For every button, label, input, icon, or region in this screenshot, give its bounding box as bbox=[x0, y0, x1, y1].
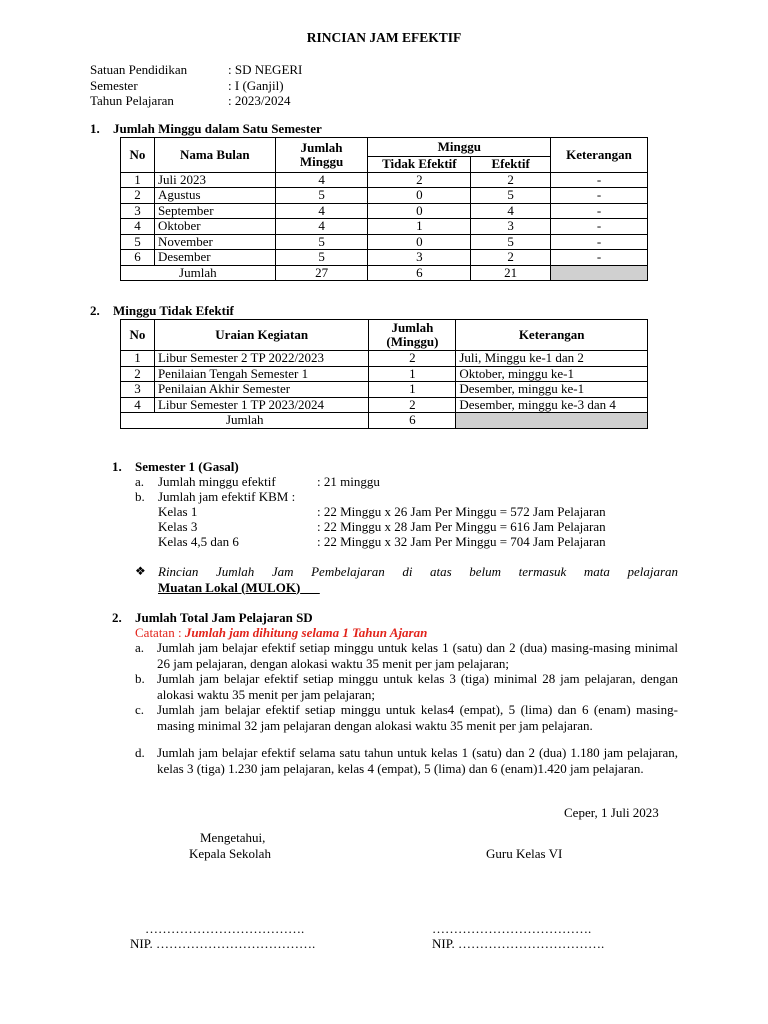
kepala-sekolah-label: Kepala Sekolah bbox=[189, 846, 271, 861]
note-bold: Muatan Lokal (MULOK) bbox=[158, 579, 301, 595]
cell-no: 2 bbox=[121, 366, 155, 382]
total-row bbox=[121, 413, 648, 429]
col-header-tidak-efektif: Tidak Efektif bbox=[368, 157, 471, 173]
kelas-row bbox=[158, 519, 606, 535]
nip-left: NIP. ………………………………. bbox=[130, 936, 316, 951]
table-row bbox=[121, 351, 648, 367]
section-number: 1. bbox=[112, 459, 122, 474]
list-marker: a. bbox=[135, 640, 145, 655]
kelas-value: : 22 Minggu x 26 Jam Per Minggu = 572 Jam Pelajaran bbox=[317, 504, 606, 519]
kelas-row bbox=[158, 504, 606, 520]
nip-right: NIP. ……………………………. bbox=[432, 936, 605, 951]
cell-no: 2 bbox=[121, 188, 155, 204]
cell-tidak: 0 bbox=[368, 203, 471, 219]
shaded-cell bbox=[456, 413, 648, 429]
item-label: Jumlah minggu efektif bbox=[158, 474, 276, 489]
col-header-keterangan: Keterangan bbox=[551, 138, 648, 173]
cell-bulan: Agustus bbox=[154, 188, 275, 204]
cell-ket: - bbox=[551, 203, 648, 219]
kelas-label: Kelas 3 bbox=[158, 519, 198, 534]
col-header-keterangan: Keterangan bbox=[456, 320, 648, 351]
shaded-cell bbox=[551, 265, 648, 281]
cell-bulan: Oktober bbox=[154, 219, 275, 235]
table-row bbox=[121, 188, 648, 204]
info-label: Satuan Pendidikan bbox=[90, 62, 188, 77]
col-header-uraian: Uraian Kegiatan bbox=[154, 320, 369, 351]
section-title: Semester 1 (Gasal) bbox=[135, 459, 239, 474]
mengetahui-label: Mengetahui, bbox=[200, 830, 266, 845]
cell-no: 4 bbox=[121, 397, 155, 413]
list-marker: b. bbox=[135, 489, 145, 504]
cell-no: 3 bbox=[121, 382, 155, 398]
total-row bbox=[121, 265, 648, 281]
table-row bbox=[121, 234, 648, 250]
section-number: 2. bbox=[90, 303, 100, 318]
total-label: Jumlah bbox=[121, 265, 276, 281]
note-text bbox=[158, 564, 678, 595]
section-title: Minggu Tidak Efektif bbox=[113, 303, 234, 318]
info-label: Tahun Pelajaran bbox=[90, 93, 174, 108]
item-text: Jumlah jam belajar efektif setiap minggu untuk kelas4 (empat), 5 (lima) dan 6 (enam) masing-masing minimal 32 jam pelajaran dengan alokasi waktu 35 menit per jam pelajaran. bbox=[157, 702, 678, 733]
col-header-efektif: Efektif bbox=[471, 157, 551, 173]
mulok-note bbox=[135, 564, 678, 595]
kelas-value: : 22 Minggu x 32 Jam Per Minggu = 704 Jam Pelajaran bbox=[317, 534, 606, 549]
total-tidak: 6 bbox=[368, 265, 471, 281]
table-row bbox=[121, 250, 648, 266]
item-text: Jumlah jam belajar efektif setiap minggu untuk kelas 1 (satu) dan 2 (dua) masing-masing minimal 26 jam pelajaran, dengan alokasi waktu 35 menit per jam pelajaran; bbox=[157, 640, 678, 671]
cell-ket: - bbox=[551, 234, 648, 250]
cell-no: 4 bbox=[121, 219, 155, 235]
cell-no: 5 bbox=[121, 234, 155, 250]
list-item bbox=[135, 745, 678, 776]
section-title: Jumlah Total Jam Pelajaran SD bbox=[135, 610, 313, 625]
total-jumlah: 6 bbox=[369, 413, 456, 429]
table-row bbox=[121, 203, 648, 219]
section-number: 2. bbox=[112, 610, 122, 625]
cell-ket: - bbox=[551, 250, 648, 266]
cell-bulan: November bbox=[154, 234, 275, 250]
info-value: : I (Ganjil) bbox=[228, 77, 284, 93]
guru-kelas-label: Guru Kelas VI bbox=[486, 846, 563, 861]
list-item bbox=[135, 640, 678, 671]
list-item bbox=[135, 702, 678, 733]
cell-tidak: 0 bbox=[368, 188, 471, 204]
cell-efektif: 4 bbox=[471, 203, 551, 219]
diamond-bullet-icon: ❖ bbox=[135, 564, 146, 578]
cell-bulan: September bbox=[154, 203, 275, 219]
item-value: : 21 minggu bbox=[317, 474, 380, 489]
catatan-text: Jumlah jam dihitung selama 1 Tahun Ajaran bbox=[184, 625, 428, 640]
cell-ket: - bbox=[551, 172, 648, 188]
cell-tidak: 0 bbox=[368, 234, 471, 250]
cell-tidak: 1 bbox=[368, 219, 471, 235]
non-effective-weeks-table bbox=[120, 319, 648, 429]
signature-line-left: ………………………………. bbox=[145, 921, 305, 936]
col-header-jumlah: Jumlah Minggu bbox=[275, 138, 368, 173]
cell-efektif: 5 bbox=[471, 234, 551, 250]
cell-jumlah: 2 bbox=[369, 397, 456, 413]
cell-uraian: Penilaian Akhir Semester bbox=[154, 382, 369, 398]
signature-line-right: ………………………………. bbox=[432, 921, 592, 936]
cell-ket: Oktober, minggu ke-1 bbox=[456, 366, 648, 382]
document-title: RINCIAN JAM EFEKTIF bbox=[306, 30, 462, 45]
cell-uraian: Libur Semester 2 TP 2022/2023 bbox=[154, 351, 369, 367]
cell-ket: Desember, minggu ke-3 dan 4 bbox=[456, 397, 648, 413]
list-marker: d. bbox=[135, 745, 145, 760]
cell-jumlah: 5 bbox=[275, 188, 368, 204]
kelas-label: Kelas 4,5 dan 6 bbox=[158, 534, 239, 549]
item-text: Jumlah jam belajar efektif setiap minggu untuk kelas 3 (tiga) minimal 28 jam pelajaran, dengan alokasi waktu 35 menit per jam pelajaran; bbox=[157, 671, 678, 702]
total-label: Jumlah bbox=[121, 413, 369, 429]
list-item bbox=[135, 671, 678, 702]
cell-no: 1 bbox=[121, 351, 155, 367]
cell-no: 3 bbox=[121, 203, 155, 219]
cell-jumlah: 1 bbox=[369, 366, 456, 382]
weeks-table bbox=[120, 137, 648, 281]
cell-jumlah: 4 bbox=[275, 203, 368, 219]
cell-bulan: Juli 2023 bbox=[154, 172, 275, 188]
cell-ket: - bbox=[551, 188, 648, 204]
kelas-label: Kelas 1 bbox=[158, 504, 198, 519]
col-header-bulan: Nama Bulan bbox=[154, 138, 275, 173]
note-italic: Rincian Jumlah Jam Pembelajaran di atas belum termasuk mata pelajaran bbox=[158, 564, 678, 579]
catatan-label: Catatan : bbox=[135, 625, 185, 640]
cell-efektif: 2 bbox=[471, 172, 551, 188]
section-title: Jumlah Minggu dalam Satu Semester bbox=[113, 121, 322, 136]
semester-item-a bbox=[135, 474, 380, 490]
section-heading-2 bbox=[90, 303, 234, 319]
semester-heading bbox=[112, 459, 239, 475]
col-header-no: No bbox=[121, 320, 155, 351]
section-heading-1 bbox=[90, 121, 322, 137]
info-label: Semester bbox=[90, 77, 138, 93]
list-marker: b. bbox=[135, 671, 145, 686]
cell-uraian: Penilaian Tengah Semester 1 bbox=[154, 366, 369, 382]
cell-efektif: 2 bbox=[471, 250, 551, 266]
cell-efektif: 3 bbox=[471, 219, 551, 235]
cell-jumlah: 4 bbox=[275, 172, 368, 188]
cell-jumlah: 2 bbox=[369, 351, 456, 367]
total-efektif: 21 bbox=[471, 265, 551, 281]
cell-jumlah: 5 bbox=[275, 250, 368, 266]
total-section-heading bbox=[112, 610, 313, 626]
cell-jumlah: 1 bbox=[369, 382, 456, 398]
cell-ket: Juli, Minggu ke-1 dan 2 bbox=[456, 351, 648, 367]
col-header-no: No bbox=[121, 138, 155, 173]
table-row bbox=[121, 219, 648, 235]
section-number: 1. bbox=[90, 121, 100, 136]
item-text: Jumlah jam belajar efektif selama satu tahun untuk kelas 1 (satu) dan 2 (dua) 1.180 jam pelajaran, kelas 3 (tiga) 1.230 jam pelajaran, kelas 4 (empat), 5 (lima) dan 6 (enam)1.420 jam pelajaran. bbox=[157, 745, 678, 776]
cell-ket: Desember, minggu ke-1 bbox=[456, 382, 648, 398]
place-date: Ceper, 1 Juli 2023 bbox=[564, 805, 659, 820]
kelas-value: : 22 Minggu x 28 Jam Per Minggu = 616 Jam Pelajaran bbox=[317, 519, 606, 534]
col-header-minggu: Minggu bbox=[368, 138, 551, 157]
catatan-note bbox=[135, 625, 427, 641]
total-jumlah: 27 bbox=[275, 265, 368, 281]
kelas-row bbox=[158, 534, 606, 550]
table-row bbox=[121, 382, 648, 398]
info-value: : 2023/2024 bbox=[228, 93, 291, 108]
list-marker: a. bbox=[135, 474, 145, 489]
cell-ket: - bbox=[551, 219, 648, 235]
cell-tidak: 2 bbox=[368, 172, 471, 188]
table-row bbox=[121, 366, 648, 382]
item-label: Jumlah jam efektif KBM : bbox=[158, 489, 296, 504]
cell-jumlah: 5 bbox=[275, 234, 368, 250]
semester-item-b bbox=[135, 489, 295, 505]
cell-jumlah: 4 bbox=[275, 219, 368, 235]
note-underline-trail bbox=[300, 580, 320, 595]
cell-tidak: 3 bbox=[368, 250, 471, 266]
cell-no: 6 bbox=[121, 250, 155, 266]
table-row bbox=[121, 397, 648, 413]
cell-bulan: Desember bbox=[154, 250, 275, 266]
cell-uraian: Libur Semester 1 TP 2023/2024 bbox=[154, 397, 369, 413]
school-info bbox=[90, 62, 302, 109]
col-header-jumlah: Jumlah (Minggu) bbox=[369, 320, 456, 351]
cell-no: 1 bbox=[121, 172, 155, 188]
table-row bbox=[121, 172, 648, 188]
list-marker: c. bbox=[135, 702, 145, 717]
cell-efektif: 5 bbox=[471, 188, 551, 204]
info-value: : SD NEGERI bbox=[228, 62, 303, 77]
